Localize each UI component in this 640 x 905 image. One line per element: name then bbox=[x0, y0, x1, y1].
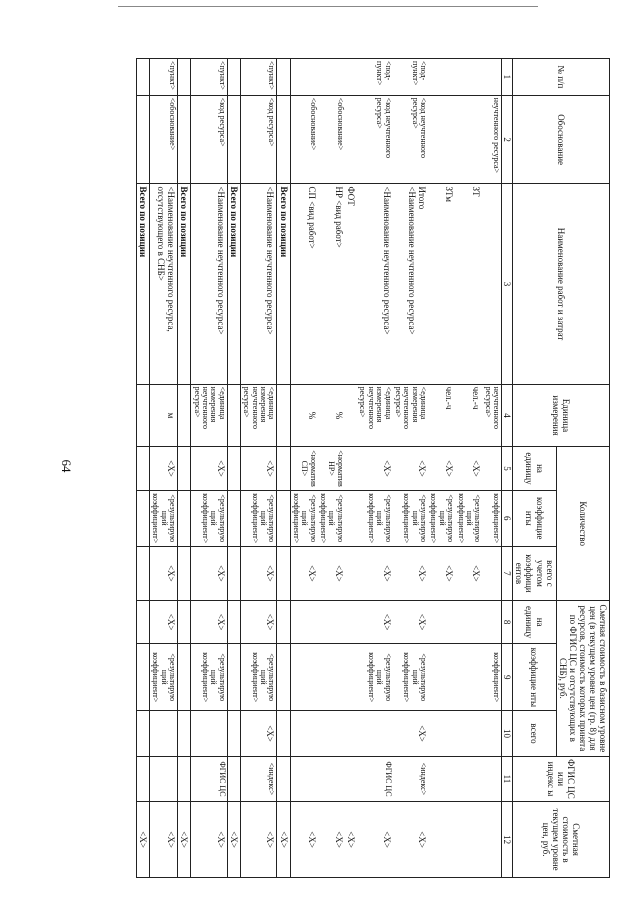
num-cell: <пункт> bbox=[240, 59, 277, 96]
table-row bbox=[150, 59, 178, 878]
name-cell: <Наименование неучтенного ресурса> bbox=[407, 186, 418, 335]
name-cell: <Наименование неучтенного ресурса> bbox=[240, 184, 277, 384]
estimate-table bbox=[136, 58, 610, 878]
name-cell: ФОТ bbox=[345, 184, 357, 384]
hdr-fgis: ФГИС ЦС или индекс ы bbox=[513, 756, 610, 801]
table-row bbox=[345, 59, 357, 878]
hdr-qty-coef: коэффицие нты bbox=[513, 490, 556, 546]
num-cell: <пункт> bbox=[191, 59, 228, 96]
fgis-cell: <индекс> bbox=[240, 756, 277, 801]
col-num: 12 bbox=[502, 802, 513, 878]
qty-cell: <норматив НР> bbox=[318, 447, 345, 490]
hdr-qty-total: всего с учетом коэффици ентов bbox=[513, 546, 556, 600]
unit-cell: чел.-ч bbox=[428, 384, 455, 447]
qty-coef-cell: <результирую щий коэффициент> bbox=[240, 490, 277, 546]
col-num: 4 bbox=[502, 384, 513, 447]
total-label: Всего по позиции bbox=[227, 184, 240, 384]
num-cell: <пункт> bbox=[150, 59, 178, 96]
cost-coef-cell: <результирую щий коэффициент> bbox=[393, 644, 429, 711]
col-num: 10 bbox=[502, 711, 513, 756]
top-rule bbox=[118, 6, 538, 7]
qty-cell: <норматив СП> bbox=[290, 447, 318, 490]
hdr-cost-per-unit: на единицу bbox=[513, 600, 556, 643]
current-cost-cell: <X> bbox=[357, 802, 393, 878]
name-cell: <Наименование неучтенного ресурса> bbox=[357, 184, 393, 384]
basis-cell: <код ресурса> bbox=[240, 95, 277, 184]
qty-total-cell: <X> bbox=[455, 546, 482, 600]
cost-unit-cell: <X> bbox=[150, 600, 178, 643]
current-cost-cell: <X> bbox=[277, 802, 290, 878]
cost-total-cell: <X> bbox=[240, 711, 277, 756]
basis-cell: <код неучтенного ресурса> bbox=[393, 95, 429, 184]
cost-unit-cell: <X> bbox=[240, 600, 277, 643]
qty-coef-cell: <результирую щий коэффициент> bbox=[455, 490, 482, 546]
col-num: 2 bbox=[502, 95, 513, 184]
table-row bbox=[227, 59, 240, 878]
col-num: 5 bbox=[502, 447, 513, 490]
qty-coef-cell: <результирую щий коэффициент> bbox=[357, 490, 393, 546]
qty-total-cell: <X> bbox=[357, 546, 393, 600]
qty-cell: <X> bbox=[191, 447, 228, 490]
cost-unit-cell: <X> bbox=[393, 600, 429, 643]
fgis-cell: <индекс> bbox=[393, 756, 429, 801]
qty-total-cell: <X> bbox=[191, 546, 228, 600]
hdr-cost-group: Сметная стоимость в базисном уровне цен (в текущем уровне цен (гр. 8) для ресурсов, стоимость которых принята по ФГИС ЦС и отсутствующих в СНБ), руб. bbox=[556, 600, 609, 756]
name-cell: СП <вид работ> bbox=[290, 184, 318, 384]
subtotal-label: Итого bbox=[417, 186, 428, 210]
unit-cell: <единица измерения неучтенного ресурса> bbox=[393, 384, 429, 447]
current-cost-cell: <X> bbox=[318, 802, 345, 878]
unit-cell: % bbox=[318, 384, 345, 447]
col-num: 3 bbox=[502, 184, 513, 384]
qty-coef-cell: <результирую щий коэффициент> bbox=[318, 490, 345, 546]
basis-cell: <обоснование> bbox=[318, 95, 345, 184]
table-row bbox=[357, 59, 393, 878]
current-cost-cell: <X> bbox=[290, 802, 318, 878]
cost-coef-cell: <результирую щий коэффициент> bbox=[191, 644, 228, 711]
qty-cell: <X> bbox=[150, 447, 178, 490]
column-number-row bbox=[502, 59, 513, 878]
qty-cell: <X> bbox=[455, 447, 482, 490]
col-num: 1 bbox=[502, 59, 513, 96]
cost-coef-cell: <результирую щий коэффициент> bbox=[240, 644, 277, 711]
col-num: 8 bbox=[502, 600, 513, 643]
col-num: 6 bbox=[502, 490, 513, 546]
unit-cell: <единица измерения неучтенного ресурса> bbox=[357, 384, 393, 447]
hdr-quantity: Количество bbox=[556, 447, 609, 601]
table-row bbox=[318, 59, 345, 878]
unit-cell: м bbox=[150, 384, 178, 447]
hdr-basis: Обоснование bbox=[513, 95, 610, 184]
cost-coef-cell: коэффициент> bbox=[482, 644, 501, 711]
qty-coef-cell: <результирую щий коэффициент> bbox=[393, 490, 429, 546]
qty-cell: <X> bbox=[393, 447, 429, 490]
unit-cell: чел.-ч bbox=[455, 384, 482, 447]
table-row bbox=[290, 59, 318, 878]
header-row-1 bbox=[556, 59, 609, 878]
unit-cell: % bbox=[290, 384, 318, 447]
name-cell: <Наименование неучтенного ресурса> bbox=[191, 184, 228, 384]
table-row bbox=[428, 59, 455, 878]
basis-cell: неучтенного ресурса> bbox=[482, 95, 501, 184]
table-row bbox=[136, 59, 149, 878]
num-cell: <под- пункт> bbox=[357, 59, 393, 96]
qty-coef-cell: <результирую щий коэффициент> bbox=[290, 490, 318, 546]
name-cell: ЗТм bbox=[428, 184, 455, 384]
total-label: Всего по позиции bbox=[277, 184, 290, 384]
qty-total-cell: <X> bbox=[318, 546, 345, 600]
page-number: 64 bbox=[59, 459, 74, 473]
fgis-cell: ФГИС ЦС bbox=[191, 756, 228, 801]
qty-total-cell: <X> bbox=[428, 546, 455, 600]
col-num: 7 bbox=[502, 546, 513, 600]
rotated-table-page bbox=[80, 58, 610, 878]
qty-total-cell: <X> bbox=[240, 546, 277, 600]
qty-coef-cell: коэффициент> bbox=[482, 490, 501, 546]
table-row bbox=[178, 59, 191, 878]
qty-coef-cell: <результирую щий коэффициент> bbox=[150, 490, 178, 546]
qty-total-cell: <X> bbox=[290, 546, 318, 600]
hdr-qty-per-unit: на единицу bbox=[513, 447, 556, 490]
unit-cell: <единица измерения неучтенного ресурса> bbox=[191, 384, 228, 447]
num-cell: <под- пункт> bbox=[393, 59, 429, 96]
basis-cell: <обоснование> bbox=[290, 95, 318, 184]
name-cell: <Наименование неучтенного ресурса, отсутствующего в СНБ> bbox=[150, 184, 178, 384]
name-cell: ЗТ bbox=[455, 184, 482, 384]
name-cell: НР <вид работ> bbox=[318, 184, 345, 384]
table-row bbox=[393, 59, 429, 878]
cost-unit-cell: <X> bbox=[191, 600, 228, 643]
qty-total-cell: <X> bbox=[150, 546, 178, 600]
hdr-unit: Единица измерения bbox=[513, 384, 610, 447]
current-cost-cell: <X> bbox=[393, 802, 429, 878]
col-num: 11 bbox=[502, 756, 513, 801]
table-row bbox=[482, 59, 501, 878]
basis-cell: <обоснование> bbox=[150, 95, 178, 184]
current-cost-cell: <X> bbox=[345, 802, 357, 878]
hdr-num: № п/п bbox=[513, 59, 610, 96]
qty-coef-cell: <результирую щий коэффициент> bbox=[191, 490, 228, 546]
hdr-name: Наименование работ и затрат bbox=[513, 184, 610, 384]
col-num: 9 bbox=[502, 644, 513, 711]
basis-cell: <код ресурса> bbox=[191, 95, 228, 184]
unit-cell: неучтенного ресурса> bbox=[482, 384, 501, 447]
table-row bbox=[277, 59, 290, 878]
qty-cell: <X> bbox=[428, 447, 455, 490]
hdr-cost-total: всего bbox=[513, 711, 556, 756]
hdr-cost-coef: коэффицие нты bbox=[513, 644, 556, 711]
total-label: Всего по позиции bbox=[178, 184, 191, 384]
cost-unit-cell: <X> bbox=[357, 600, 393, 643]
qty-cell: <X> bbox=[357, 447, 393, 490]
basis-cell: <код неучтенного ресурса> bbox=[357, 95, 393, 184]
cost-coef-cell: <результирую щий коэффициент> bbox=[150, 644, 178, 711]
qty-cell: <X> bbox=[240, 447, 277, 490]
current-cost-cell: <X> bbox=[191, 802, 228, 878]
current-cost-cell: <X> bbox=[227, 802, 240, 878]
qty-total-cell: <X> bbox=[393, 546, 429, 600]
current-cost-cell: <X> bbox=[150, 802, 178, 878]
current-cost-cell: <X> bbox=[240, 802, 277, 878]
hdr-current: Сметная стоимость в текущем уровне цен, руб. bbox=[513, 802, 610, 878]
cost-total-cell: <X> bbox=[393, 711, 429, 756]
table-row bbox=[191, 59, 228, 878]
current-cost-cell: <X> bbox=[136, 802, 149, 878]
fgis-cell: ФГИС ЦС bbox=[357, 756, 393, 801]
current-cost-cell: <X> bbox=[178, 802, 191, 878]
qty-coef-cell: <результирую щий коэффициент> bbox=[428, 490, 455, 546]
table-row bbox=[240, 59, 277, 878]
total-label: Всего по позиции bbox=[136, 184, 149, 384]
table-row bbox=[455, 59, 482, 878]
cost-coef-cell: <результирую щий коэффициент> bbox=[357, 644, 393, 711]
unit-cell: <единица измерения неучтенного ресурса> bbox=[240, 384, 277, 447]
